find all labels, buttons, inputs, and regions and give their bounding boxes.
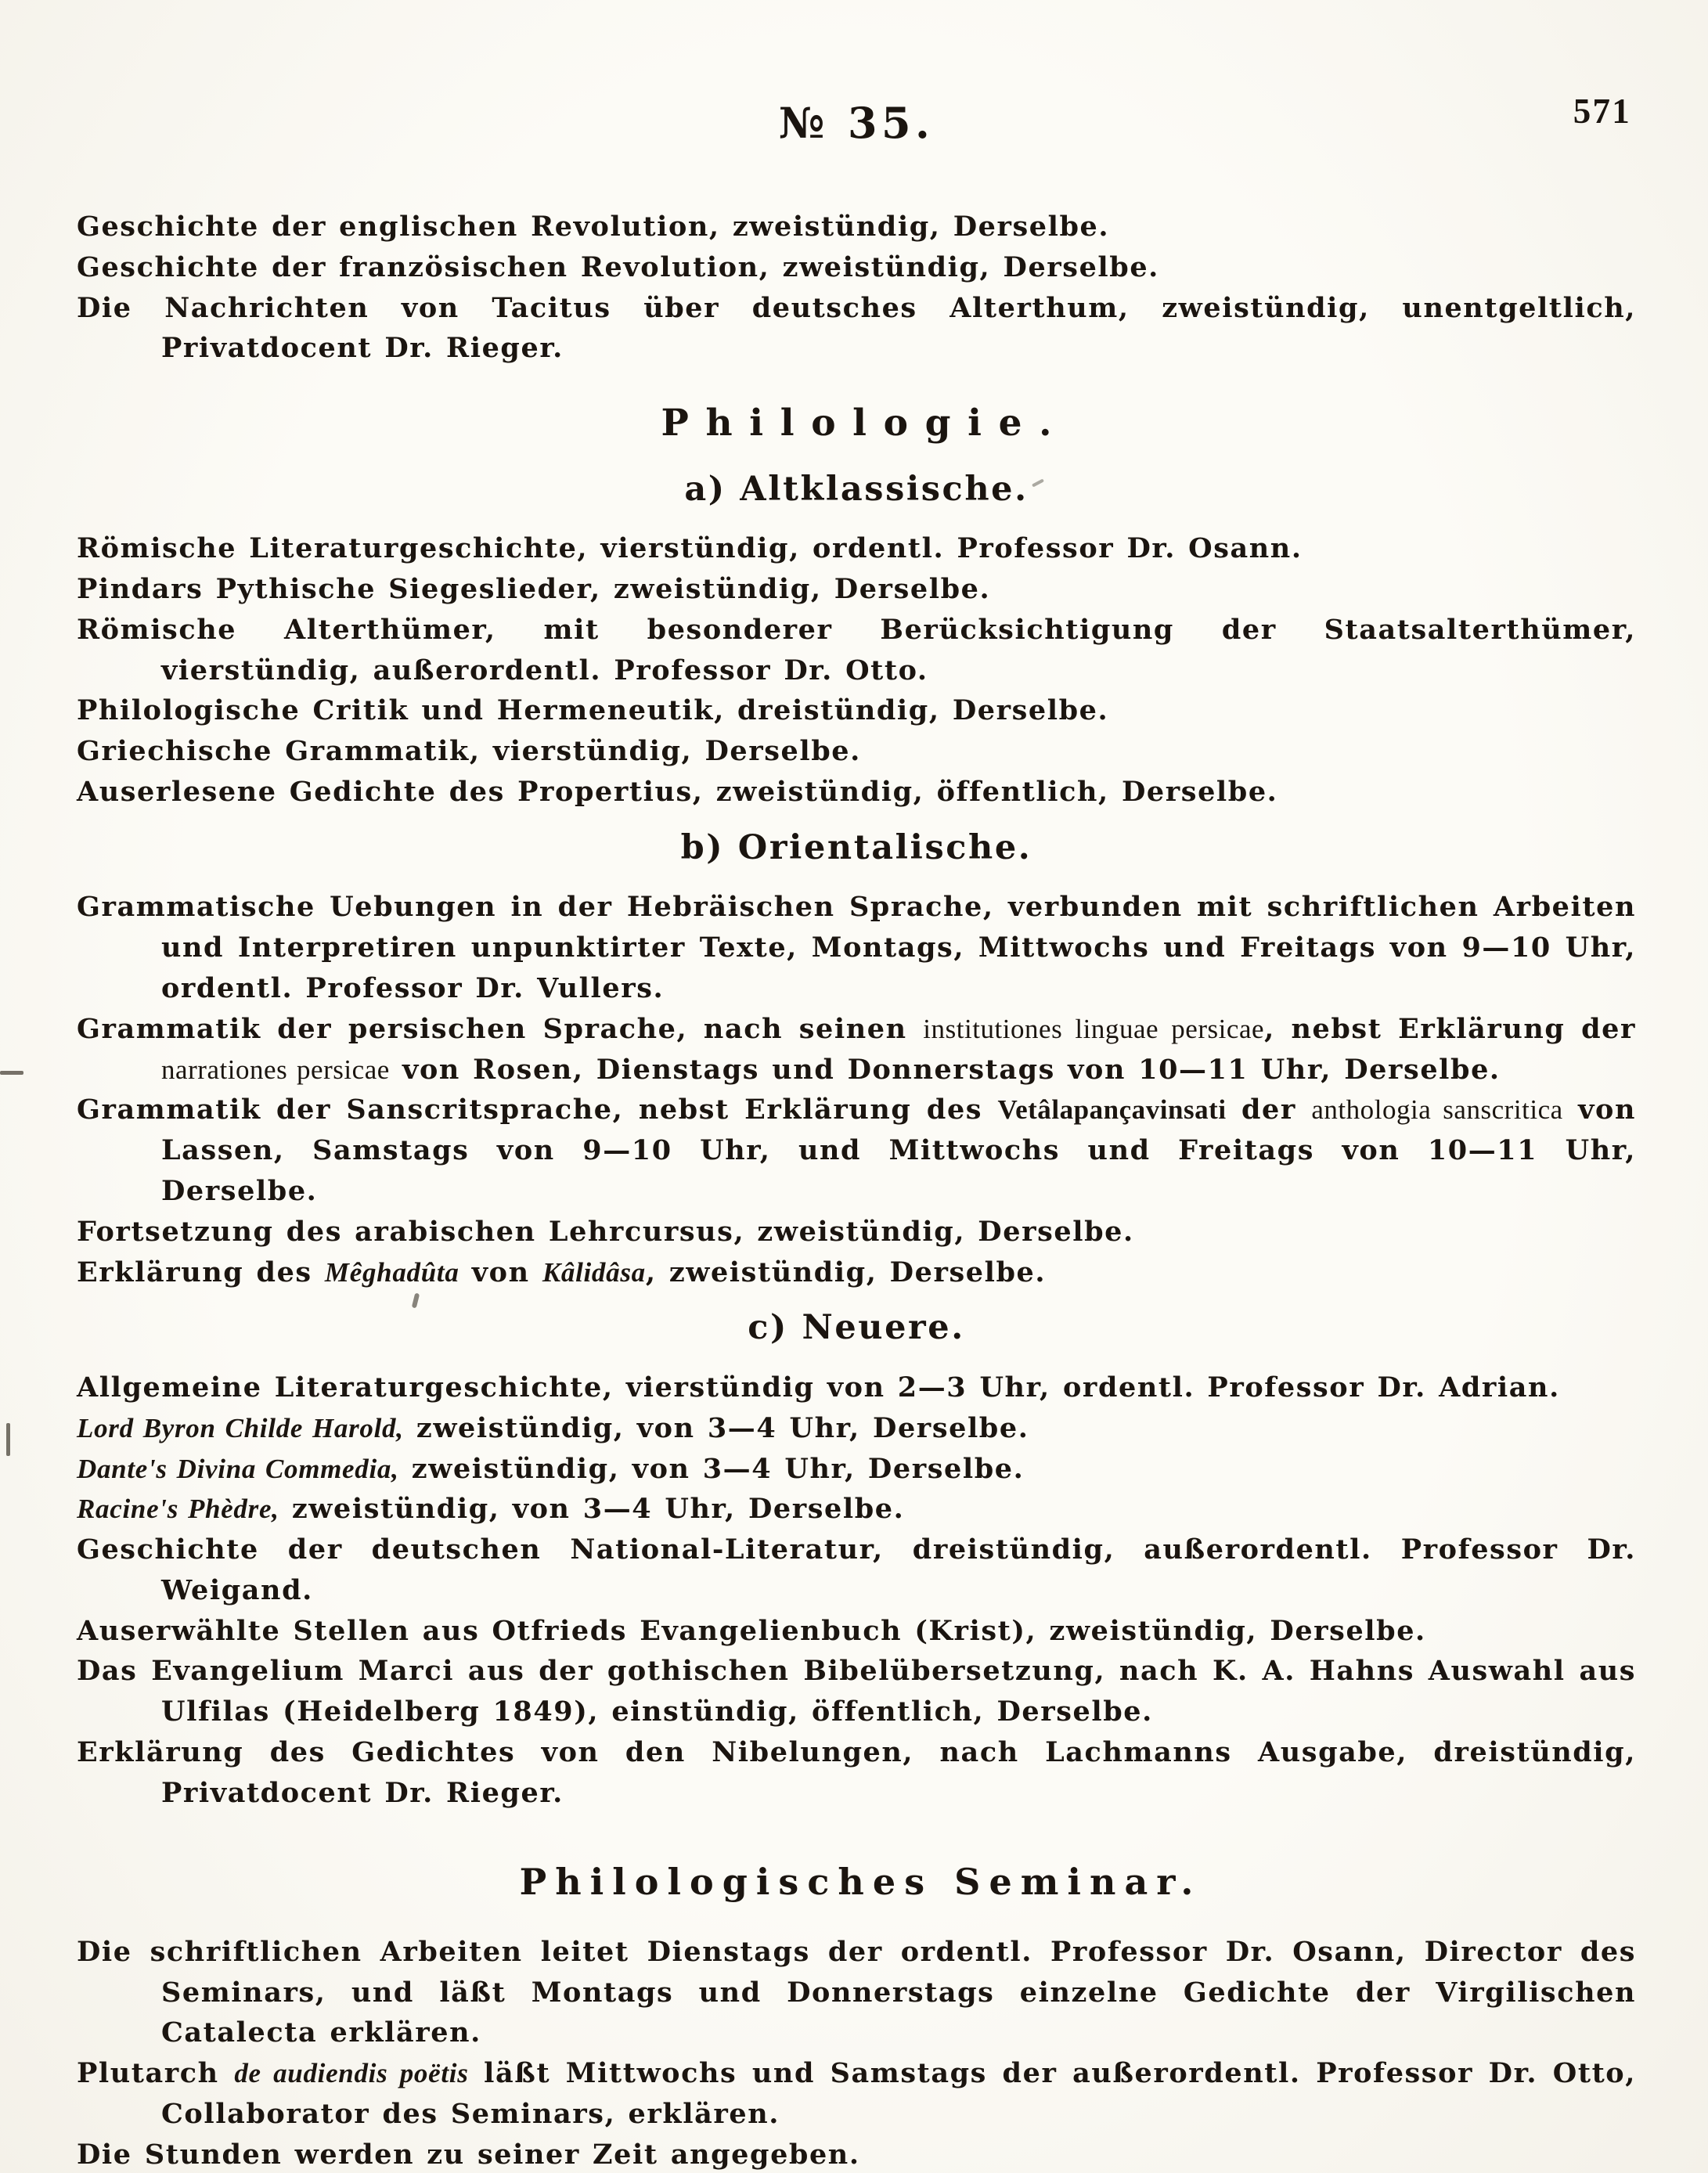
entry-text: zweistündig, von 3—4 Uhr, Derselbe. [398,1452,1025,1485]
catalog-entry [77,1408,1636,1449]
catalog-entry [77,1489,1636,1530]
entry-text: von Lassen, Samstags von 9—10 Uhr, und Mittwochs und Freitags von 10—11 Uhr, Derselbe. [161,1094,1636,1207]
catalog-entry: Geschichte der englischen Revolution, zweistündig, Derselbe. [77,211,1110,243]
catalog-entry: Pindars Pythische Siegeslieder, zweistündig, Derselbe. [77,572,991,605]
subsection-heading-neuere: c) Neuere. [748,1308,965,1348]
catalog-entry: Grammatische Uebungen in der Hebräischen Sprache, verbunden mit schriftlichen Arbeiten und Interpretiren unpunktirter Texte, Montags, Mittwochs und Freitags von 9—10 Uhr, ordentl. Professor Dr. Vullers. [77,891,1636,1004]
catalog-entry: Das Evangelium Marci aus der gothischen Bibelübersetzung, nach K. A. Hahns Auswahl aus Ulfilas (Heidelberg 1849), einstündig, öffentlich, Derselbe. [77,1655,1636,1728]
seminar-section [77,1932,1636,2173]
work-title: Lord Byron Childe Harold, [77,1412,404,1443]
sanskrit-title: Mêghadûta [324,1256,459,1288]
work-title: Dante's Divina Commedia, [77,1453,399,1484]
scan-artifact [6,1423,10,1456]
catalog-entry: Geschichte der französischen Revolution, zweistündig, Derselbe. [77,250,1159,283]
page-header [77,92,1636,148]
entry-text: Erklärung des [77,1256,325,1288]
page-number: 571 [1573,92,1631,131]
latin-term: institutiones linguae persicae [923,1013,1265,1044]
entry-text: läßt Mittwochs und Samstags der außerordentl. Professor Dr. Otto, Collaborator des Seminars, erklären. [161,2057,1636,2131]
entry-text: Grammatik der Sanscritsprache, nebst Erklärung des [77,1094,998,1126]
catalog-entry: Auserwählte Stellen aus Otfrieds Evangelienbuch (Krist), zweistündig, Derselbe. [77,1614,1426,1647]
section-heading-seminar: Philologisches Seminar. [519,1860,1202,1903]
catalog-entry [77,2053,1636,2135]
catalog-entry: Die Stunden werden zu seiner Zeit angegeben. [77,2138,860,2171]
subsection-heading-orientalische: b) Orientalische. [680,827,1032,867]
entry-text: Grammatik der persischen Sprache, nach seinen [77,1012,924,1045]
catalog-entry: Fortsetzung des arabischen Lehrcursus, zweistündig, Derselbe. [77,1215,1134,1248]
entry-text: von Rosen, Dienstags und Donnerstags von 10—11 Uhr, Derselbe. [389,1053,1501,1086]
entry-text: Plutarch [77,2057,235,2090]
issue-number: № 35. [778,98,935,148]
sanskrit-title: Vetâlapançavinsati [997,1094,1227,1126]
work-title: de audiendis poëtis [234,2058,469,2089]
scan-artifact [412,1293,420,1309]
latin-term: narrationes persicae [161,1054,390,1085]
entry-text: , zweistündig, Derselbe. [645,1256,1047,1288]
catalog-entry: Die Nachrichten von Tacitus über deutsches Alterthum, zweistündig, unentgeltlich, Privatdocent Dr. Rieger. [77,291,1636,365]
catalog-entry: Allgemeine Literaturgeschichte, vierstündig von 2—3 Uhr, ordentl. Professor Dr. Adrian. [77,1371,1560,1404]
entry-text: , nebst Erklärung der [1264,1012,1636,1045]
entry-text: zweistündig, von 3—4 Uhr, Derselbe. [403,1411,1029,1444]
work-title: Racine's Phèdre, [77,1494,279,1525]
author-name: Kâlidâsa [542,1256,646,1288]
altklassische-section [77,528,1636,813]
catalog-entry [77,1009,1636,1090]
catalog-entry: Griechische Grammatik, vierstündig, Derselbe. [77,735,861,768]
catalog-entry: Auserlesene Gedichte des Propertius, zweistündig, öffentlich, Derselbe. [77,775,1278,808]
intro-section [77,207,1636,369]
subsection-heading-altklassische: a) Altklassische. [684,469,1029,509]
entry-text: der [1226,1094,1312,1126]
catalog-entry: Philologische Critik und Hermeneutik, dreistündig, Derselbe. [77,694,1109,727]
catalog-entry: Erklärung des Gedichtes von den Nibelungen, nach Lachmanns Ausgabe, dreistündig, Privatdocent Dr. Rieger. [77,1736,1636,1809]
entry-text: zweistündig, von 3—4 Uhr, Derselbe. [279,1493,905,1526]
neuere-section [77,1368,1636,1814]
catalog-entry [77,1449,1636,1490]
scan-artifact [0,1071,23,1075]
entry-text: von [459,1256,542,1288]
catalog-entry: Geschichte der deutschen National-Literatur, dreistündig, außerordentl. Professor Dr. Weigand. [77,1533,1636,1606]
catalog-entry [77,1090,1636,1211]
catalog-entry: Römische Literaturgeschichte, vierstündig, ordentl. Professor Dr. Osann. [77,532,1303,565]
catalog-entry: Die schriftlichen Arbeiten leitet Dienstags der ordentl. Professor Dr. Osann, Director des Seminars, und läßt Montags und Donnerstags einzelne Gedichte der Virgilischen Catalecta erklären. [77,1935,1636,2049]
orientalische-section [77,887,1636,1292]
catalog-entry [77,1252,1636,1293]
latin-term: anthologia sanscritica [1311,1094,1563,1126]
section-heading-philologie: Philologie. [661,402,1069,445]
catalog-entry: Römische Alterthümer, mit besonderer Berücksichtigung der Staatsalterthümer, vierstündig, außerordentl. Professor Dr. Otto. [77,613,1636,686]
